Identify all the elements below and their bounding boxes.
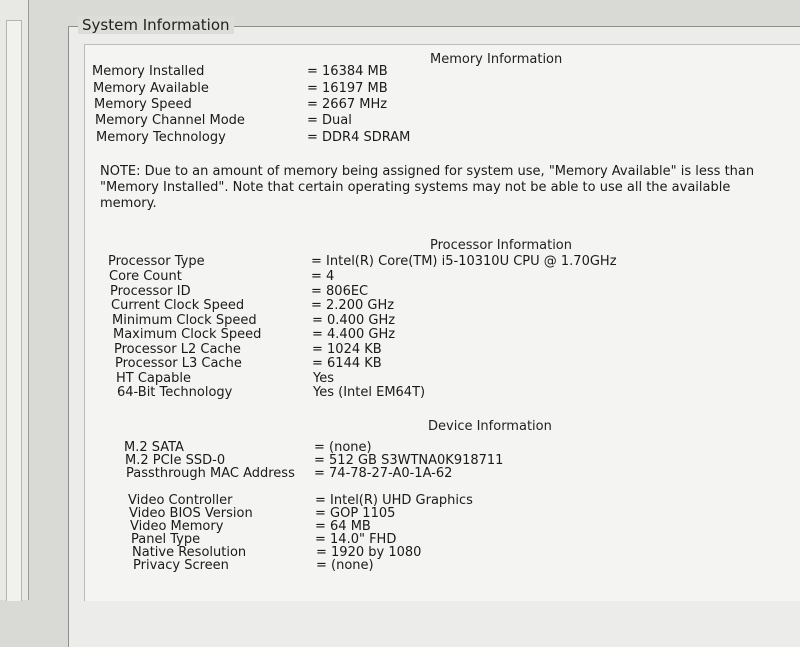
device-row-label: Native Resolution	[132, 545, 247, 560]
device-row-value: = 64 MB	[315, 519, 371, 534]
left-navigation-strip	[0, 0, 29, 600]
device-row-label: Panel Type	[131, 532, 201, 547]
device-row-value: = GOP 1105	[315, 506, 396, 521]
memory-note: NOTE: Due to an amount of memory being assigned for system use, "Memory Available" is less than "Memory Installed". Note that certain operating systems may not be able to use all the available memory.	[100, 164, 755, 211]
processor-row-label: Processor Type	[108, 254, 205, 269]
device-row-label: Video Controller	[128, 493, 233, 508]
memory-information-title: Memory Information	[430, 52, 563, 67]
device-row-value: = 74-78-27-A0-1A-62	[314, 466, 453, 481]
processor-row-label: 64-Bit Technology	[117, 385, 233, 400]
left-strip-frame	[6, 20, 22, 601]
processor-row-value: = 4.400 GHz	[312, 327, 396, 342]
processor-row-value: = 6144 KB	[312, 356, 382, 371]
memory-row-value: = Dual	[307, 113, 352, 128]
device-row-label: Video Memory	[130, 519, 224, 534]
device-row-value: = (none)	[316, 558, 374, 573]
processor-row-value: Yes	[313, 371, 334, 386]
device-row-value: = (none)	[314, 440, 372, 455]
memory-row-label: Memory Channel Mode	[95, 113, 245, 128]
processor-row-label: Processor L2 Cache	[114, 342, 241, 357]
processor-row-label: Current Clock Speed	[111, 298, 245, 313]
device-row-label: M.2 SATA	[124, 440, 184, 455]
processor-row-value: = 4	[311, 269, 335, 284]
memory-row-label: Memory Available	[93, 81, 209, 96]
device-information-title: Device Information	[428, 419, 552, 434]
memory-row-label: Memory Installed	[92, 64, 205, 79]
device-row-label: Passthrough MAC Address	[126, 466, 295, 481]
processor-row-label: Maximum Clock Speed	[113, 327, 262, 342]
group-title: System Information	[78, 16, 234, 34]
memory-row-value: = 16197 MB	[307, 81, 388, 96]
processor-row-value: = 2.200 GHz	[311, 298, 395, 313]
processor-row-value: Yes (Intel EM64T)	[313, 385, 426, 400]
device-row-label: Privacy Screen	[133, 558, 229, 573]
processor-row-value: = Intel(R) Core(TM) i5-10310U CPU @ 1.70GHz	[311, 254, 617, 269]
processor-row-label: Processor L3 Cache	[115, 356, 242, 371]
processor-row-value: = 806EC	[311, 284, 369, 299]
device-row-label: M.2 PCIe SSD-0	[125, 453, 226, 468]
device-row-label: Video BIOS Version	[129, 506, 253, 521]
processor-row-label: Minimum Clock Speed	[112, 313, 257, 328]
device-row-value: = Intel(R) UHD Graphics	[315, 493, 473, 508]
memory-row-label: Memory Speed	[94, 97, 192, 112]
processor-row-value: = 1024 KB	[312, 342, 382, 357]
processor-information-title: Processor Information	[430, 238, 572, 253]
processor-row-label: Core Count	[109, 269, 182, 284]
memory-row-value: = 2667 MHz	[307, 97, 388, 112]
device-row-value: = 14.0" FHD	[315, 532, 397, 547]
memory-row-label: Memory Technology	[96, 130, 226, 145]
device-row-value: = 512 GB S3WTNA0K918711	[314, 453, 504, 468]
device-row-value: = 1920 by 1080	[316, 545, 422, 560]
processor-row-label: Processor ID	[110, 284, 191, 299]
processor-row-value: = 0.400 GHz	[312, 313, 396, 328]
processor-row-label: HT Capable	[116, 371, 191, 386]
memory-row-value: = 16384 MB	[307, 64, 388, 79]
memory-row-value: = DDR4 SDRAM	[307, 130, 411, 145]
